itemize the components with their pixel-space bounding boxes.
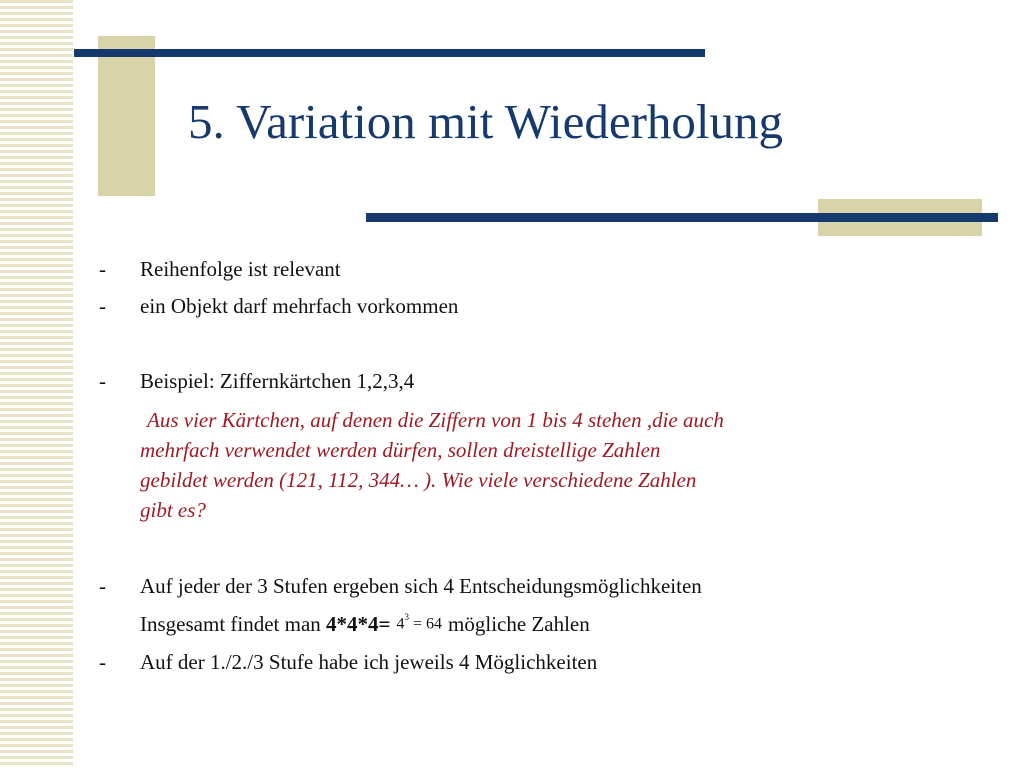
beige-accent-block-top — [98, 36, 155, 196]
bullet-marker: - — [99, 369, 106, 393]
total-prefix: Insgesamt findet man — [140, 612, 327, 636]
total-suffix: mögliche Zahlen — [448, 612, 590, 636]
formula-result: = 64 — [409, 615, 443, 632]
bullet-marker: - — [99, 574, 106, 598]
bullet-text: Beispiel: Ziffernkärtchen 1,2,3,4 — [140, 369, 415, 393]
left-stripe-decoration — [0, 0, 73, 768]
bullet-text: ein Objekt darf mehrfach vorkommen — [140, 294, 459, 318]
example-line: gibt es? — [140, 498, 206, 522]
bullet-text: Auf der 1./2./3 Stufe habe ich jeweils 4 Möglichkeiten — [140, 650, 598, 674]
formula-exponent: 3 — [404, 611, 410, 622]
bullet-marker: - — [99, 650, 106, 674]
slide-title: 5. Variation mit Wiederholung — [188, 94, 784, 149]
bullet-marker: - — [99, 257, 106, 281]
example-line: mehrfach verwendet werden dürfen, sollen dreistellige Zahlen — [140, 438, 661, 462]
power-formula — [396, 611, 443, 632]
bullet-text: Reihenfolge ist relevant — [140, 257, 341, 281]
navy-accent-line-top — [74, 49, 705, 57]
formula-base: 4 — [396, 615, 405, 632]
example-text — [140, 405, 940, 525]
example-line: Aus vier Kärtchen, auf denen die Ziffern von 1 bis 4 stehen ,die auch — [147, 408, 724, 432]
navy-accent-line-bottom — [366, 213, 998, 222]
example-line: gebildet werden (121, 112, 344… ). Wie viele verschiedene Zahlen — [140, 468, 697, 492]
bullet-marker: - — [99, 294, 106, 318]
bullet-text: Auf jeder der 3 Stufen ergeben sich 4 Entscheidungsmöglichkeiten — [140, 574, 702, 598]
total-bold-formula: 4*4*4= — [326, 612, 391, 636]
